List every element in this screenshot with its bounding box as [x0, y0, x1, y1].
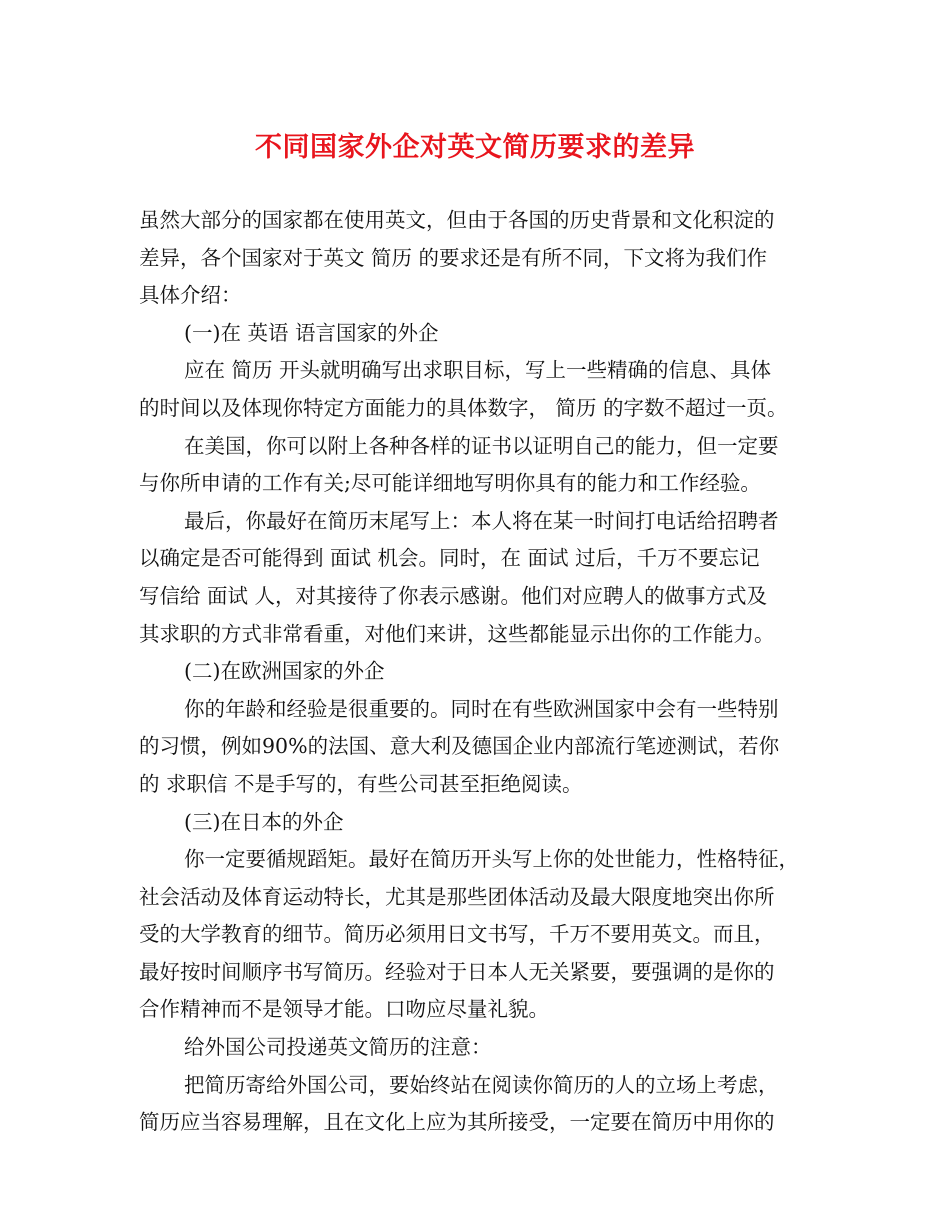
- text-line: 简历应当容易理解，且在文化上应为其所接受，一定要在简历中用你的: [139, 1110, 775, 1135]
- text-line: 最后，你最好在简历末尾写上：本人将在某一时间打电话给招聘者: [184, 508, 779, 533]
- text-line: 社会活动及体育运动特长，尤其是那些团体活动及最大限度地突出你所: [139, 884, 775, 909]
- text-line: 差异，各个国家对于英文 简历 的要求还是有所不同，下文将为我们作: [139, 245, 768, 270]
- text-line: 给外国公司投递英文简历的注意：: [184, 1035, 492, 1060]
- document-body: [139, 202, 827, 1142]
- text-line: 具体介绍：: [139, 283, 242, 308]
- text-line: 在美国，你可以附上各种各样的证书以证明自己的能力，但一定要: [184, 433, 779, 458]
- text-line: 最好按时间顺序书写简历。经验对于日本人无关紧要，要强调的是你的: [139, 959, 775, 984]
- text-line: 合作精神而不是领导才能。口吻应尽量礼貌。: [139, 997, 549, 1022]
- text-line: 的时间以及体现你特定方面能力的具体数字， 简历 的字数不超过一页。: [139, 395, 788, 420]
- text-line: 其求职的方式非常看重，对他们来讲，这些都能显示出你的工作能力。: [139, 621, 775, 646]
- text-line: 的习惯，例如90%的法国、意大利及德国企业内部流行笔迹测试，若你: [139, 734, 780, 759]
- text-line: (三)在日本的外企: [184, 809, 344, 834]
- text-line: 你一定要循规蹈矩。最好在简历开头写上你的处世能力，性格特征，: [184, 847, 799, 872]
- text-line: 把简历寄给外国公司，要始终站在阅读你简历的人的立场上考虑，: [184, 1072, 779, 1097]
- text-line: 你的年龄和经验是很重要的。同时在有些欧洲国家中会有一些特别: [184, 696, 779, 721]
- text-line: (二)在欧洲国家的外企: [184, 659, 385, 684]
- text-line: 受的大学教育的细节。简历必须用日文书写，千万不要用英文。而且，: [139, 922, 775, 947]
- text-line: 写信给 面试 人，对其接待了你表示感谢。他们对应聘人的做事方式及: [139, 583, 768, 608]
- text-line: (一)在 英语 语言国家的外企: [184, 320, 439, 345]
- text-line: 虽然大部分的国家都在使用英文，但由于各国的历史背景和文化积淀的: [139, 208, 775, 232]
- text-line: 与你所申请的工作有关;尽可能详细地写明你具有的能力和工作经验。: [139, 471, 761, 496]
- text-line: 的 求职信 不是手写的，有些公司甚至拒绝阅读。: [139, 771, 583, 796]
- text-line: 以确定是否可能得到 面试 机会。同时，在 面试 过后，千万不要忘记: [139, 546, 760, 571]
- text-line: 应在 简历 开头就明确写出求职目标，写上一些精确的信息、具体: [184, 358, 772, 383]
- document-title: 不同国家外企对英文简历要求的差异: [255, 132, 695, 163]
